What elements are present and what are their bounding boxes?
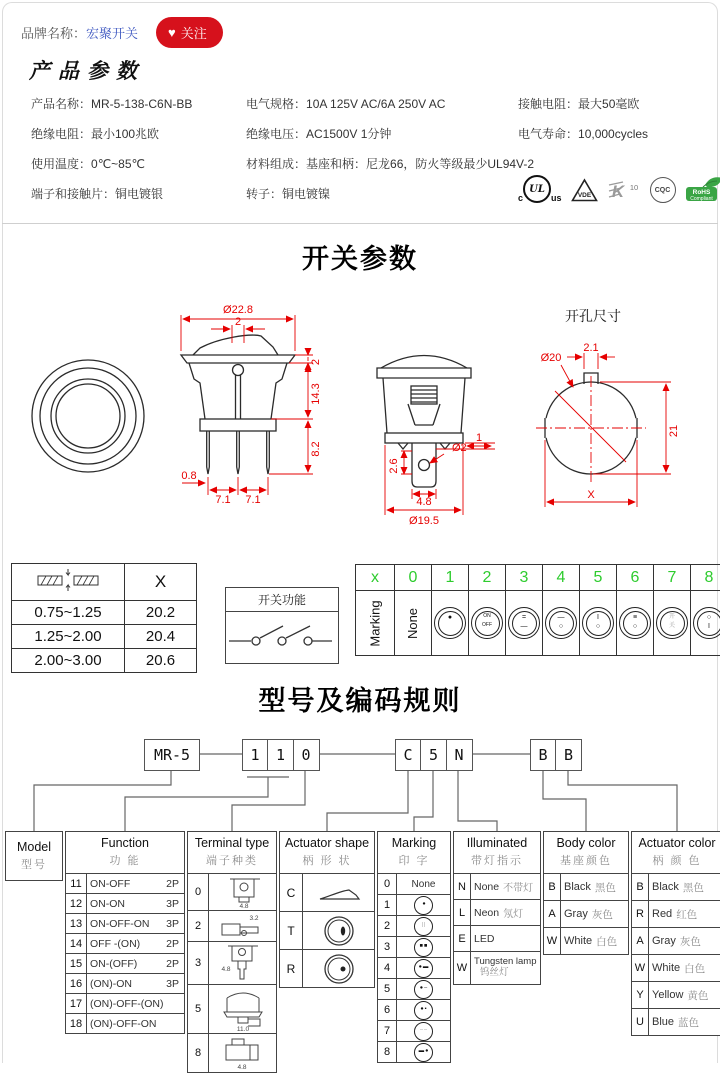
side-view-dimensions	[181, 315, 313, 495]
marking-glyph-5-icon: ● –	[414, 980, 433, 999]
marking-glyph-7-icon: – –	[414, 1022, 433, 1041]
terminal-row: 2 3.2	[188, 911, 276, 942]
svg-text:X: X	[587, 489, 595, 501]
actuator-color-row: A Gray 灰色	[632, 928, 720, 955]
svg-text:4.8: 4.8	[238, 903, 249, 909]
marking-glyph-8-icon: ▬ ●	[414, 1043, 433, 1062]
marking-glyph-2-icon: | |	[414, 917, 433, 936]
code-prefix-box: MR-5	[144, 739, 200, 771]
heart-icon: ♥	[168, 25, 176, 40]
marking-glyph-4-icon: ● ▬	[414, 959, 433, 978]
marking-col-4: 4 — ○	[542, 565, 579, 655]
panel-thickness-table	[11, 563, 197, 673]
terminal-drawing-0	[214, 875, 272, 909]
spec-insulation-resistance: 绝缘电阻：最小100兆欧	[31, 127, 160, 141]
function-row: 18 (ON)-OFF-ON	[66, 1014, 184, 1033]
function-row: 16 (ON)-ON 3P	[66, 974, 184, 994]
actuator-shape-t-icon	[322, 914, 356, 948]
svg-text:4.8: 4.8	[236, 1064, 247, 1071]
spec-operating-temp: 使用温度：0℃~85℃	[31, 157, 145, 171]
marking-code-row: 1 ●	[378, 895, 450, 916]
switch-params-title: 开关参数	[302, 244, 418, 274]
follow-button-label: 关注	[180, 26, 207, 41]
terminal-drawing-3	[214, 943, 272, 983]
function-table: Function 功 能 11 ON-OFF 2P 12 ON-ON 3P 13 ON-OFF-ON 3P 14 OFF -(ON) 2P 15 ON-(OFF) 2P 16 (ON)-ON 3P 17 (ON)-OFF-(ON) 18 (ON)-OFF-ON	[65, 831, 185, 1034]
svg-text:K: K	[611, 182, 624, 201]
terminal-type-table: Terminal type 端子种类 0 4.8 2 3.2 3 4.8 5 11.0 8 4.8	[187, 831, 277, 1073]
terminal-row: 0 4.8	[188, 874, 276, 911]
function-row: 17 (ON)-OFF-(ON)	[66, 994, 184, 1014]
vde-cert-icon	[571, 178, 598, 203]
brand-bar	[21, 17, 223, 48]
enec-cert-icon	[607, 179, 641, 203]
actuator-shape-row: R	[280, 950, 374, 987]
svg-text:2.1: 2.1	[583, 342, 599, 354]
marking-icon-7: 开 关	[656, 607, 688, 639]
x-table-row: 2.00~3.00 20.6	[12, 649, 197, 673]
svg-text:Compliant: Compliant	[689, 196, 713, 202]
marking-glyph-3-icon: ■ ■	[414, 938, 433, 957]
function-row: 15 ON-(OFF) 2P	[66, 954, 184, 974]
actuator-color-row: W White 白色	[632, 955, 720, 982]
function-row: 11 ON-OFF 2P	[66, 874, 184, 894]
spdt-circuit-icon	[226, 612, 335, 658]
terminal-drawing-8	[214, 1035, 272, 1071]
svg-text:11.0: 11.0	[236, 1026, 249, 1032]
ul-cert-icon: c UL us	[518, 175, 562, 203]
actuator-color-row: Y Yellow 黄色	[632, 982, 720, 1009]
illuminated-row: E LED	[454, 926, 540, 952]
marking-icon-6: ≡ ○	[619, 607, 651, 639]
front-view-drawing	[32, 360, 144, 472]
terminal-row: 3 4.8	[188, 942, 276, 985]
code-digit-group: 1 1 0	[243, 739, 320, 771]
marking-icon-2: ON OFF	[471, 607, 503, 639]
actuator-color-row: R Red 红色	[632, 901, 720, 928]
illuminated-table: Illuminated 带灯指示 N None 不带灯 L Neon 氖灯 E LED W Tungsten lamp 钨丝灯	[453, 831, 541, 985]
body-color-row: W White 白色	[544, 928, 628, 954]
marking-code-row: 6 ● ▪	[378, 1000, 450, 1021]
marking-col-6: 6 ≡ ○	[616, 565, 653, 655]
marking-col-3: 3 = —	[505, 565, 542, 655]
svg-text:2: 2	[310, 358, 322, 366]
switch-function-title: 开关功能	[226, 588, 338, 612]
actuator-shape-r-icon	[322, 952, 356, 986]
body-color-row: A Gray 灰色	[544, 901, 628, 928]
code-suffix-group: B B	[531, 739, 582, 771]
marking-icon-1: ●	[434, 607, 466, 639]
marking-code-row: 5 ● –	[378, 979, 450, 1000]
illuminated-row: L Neon 氖灯	[454, 900, 540, 926]
svg-text:RoHS: RoHS	[692, 189, 710, 196]
svg-text:2.6: 2.6	[388, 458, 400, 474]
illuminated-row: W Tungsten lamp 钨丝灯	[454, 952, 540, 984]
svg-text:0.8: 0.8	[181, 470, 197, 482]
svg-text:7.1: 7.1	[215, 494, 231, 506]
body-color-row: B Black 黑色	[544, 874, 628, 901]
code-legend-tables	[5, 831, 720, 1073]
marking-col-5: 5 I ○	[579, 565, 616, 655]
svg-text:Ø2: Ø2	[452, 442, 467, 454]
marking-glyph-6-icon: ● ▪	[414, 1001, 433, 1020]
x-column-header: X	[125, 564, 197, 601]
spec-grid	[31, 95, 713, 203]
svg-text:4.8: 4.8	[220, 966, 231, 973]
model-coding-title: 型号及编码规则	[258, 686, 462, 716]
model-table: Model 型号	[5, 831, 63, 881]
svg-text:Ø22.8: Ø22.8	[223, 304, 253, 316]
brand-name-link[interactable]: 宏聚开关	[86, 26, 139, 41]
side-view-drawing	[181, 335, 295, 474]
svg-text:14.3: 14.3	[310, 383, 322, 405]
marking-glyph-1-icon: ●	[414, 896, 433, 915]
marking-col-1: 1 ●	[431, 565, 468, 655]
code-mid-group: C 5 N	[396, 739, 473, 771]
model-code-diagram	[3, 729, 717, 833]
section-divider	[2, 223, 718, 224]
svg-text:10: 10	[629, 183, 638, 192]
x-table-row: 0.75~1.25 20.2	[12, 601, 197, 625]
svg-text:8.2: 8.2	[310, 441, 322, 457]
actuator-color-table: Actuator color 柄 颜 色 B Black 黑色 R Red 红色 A Gray 灰色 W White 白色 Y Yellow 黄色 U Blue 蓝色	[631, 831, 720, 1036]
spec-electrical-rating: 电气规格：10A 125V AC/6A 250V AC	[246, 97, 446, 111]
mid-tables-row	[3, 559, 717, 671]
svg-text:21: 21	[668, 424, 680, 438]
illuminated-row: N None 不带灯	[454, 874, 540, 900]
marking-icon-4: — ○	[545, 607, 577, 639]
actuator-color-row: B Black 黑色	[632, 874, 720, 901]
middle-view-dimensions	[385, 443, 495, 515]
svg-text:4.8: 4.8	[416, 496, 432, 508]
spec-electrical-life: 电气寿命：10,000cycles	[518, 127, 649, 141]
marking-code-row: 4 ● ▬	[378, 958, 450, 979]
terminal-row: 8 4.8	[188, 1034, 276, 1072]
certification-logos	[518, 175, 720, 203]
marking-code-table: Marking 印 字 0 None 1 ● 2 | | 3 ■ ■ 4 ● ▬ 5 ● – 6 ● ▪ 7 – – 8 ▬ ●	[377, 831, 451, 1063]
function-row: 14 OFF -(ON) 2P	[66, 934, 184, 954]
marking-col-8: 8 ○ I	[690, 565, 720, 655]
spec-insulation-voltage: 绝缘电压：AC1500V 1分钟	[246, 127, 392, 141]
hole-view-title: 开孔尺寸	[565, 308, 621, 324]
marking-col-7: 7 开 关	[653, 565, 690, 655]
actuator-color-row: U Blue 蓝色	[632, 1009, 720, 1035]
spec-product-name: 产品名称：MR-5-138-C6N-BB	[31, 97, 193, 111]
actuator-shape-row: C	[280, 874, 374, 912]
code-connector-lines	[3, 729, 717, 833]
marking-col-2: 2 ON OFF	[468, 565, 505, 655]
svg-text:2: 2	[234, 316, 242, 328]
follow-button[interactable]	[156, 17, 223, 48]
marking-icon-8: ○ I	[693, 607, 720, 639]
svg-text:7.1: 7.1	[245, 494, 261, 506]
marking-icon-5: I ○	[582, 607, 614, 639]
svg-text:Ø19.5: Ø19.5	[409, 515, 439, 527]
svg-text:1: 1	[475, 432, 483, 444]
x-table-row: 1.25~2.00 20.4	[12, 625, 197, 649]
spec-material: 材料组成：基座和柄：尼龙66，防火等级最少UL94V-2	[246, 157, 535, 171]
product-card	[2, 2, 718, 1071]
marking-code-row: 3 ■ ■	[378, 937, 450, 958]
terminal-drawing-2	[214, 912, 272, 940]
hole-view-dimensions	[536, 353, 671, 507]
terminal-drawing-5	[214, 986, 272, 1032]
function-row: 12 ON-ON 3P	[66, 894, 184, 914]
body-color-table: Body color 基座颜色 B Black 黑色 A Gray 灰色 W White 白色	[543, 831, 629, 955]
actuator-shape-table: Actuator shape 柄 形 状 C T R	[279, 831, 375, 988]
actuator-shape-row: T	[280, 912, 374, 950]
svg-text:VDE: VDE	[577, 192, 591, 199]
marking-code-row: 8 ▬ ●	[378, 1042, 450, 1062]
function-row: 13 ON-OFF-ON 3P	[66, 914, 184, 934]
brand-label: 品牌名称：	[21, 26, 87, 41]
marking-icon-3: = —	[508, 607, 540, 639]
technical-drawings	[3, 291, 717, 541]
product-params-title: 产品参数	[29, 58, 145, 83]
marking-options-strip	[355, 564, 720, 656]
svg-text:3.2: 3.2	[248, 915, 259, 922]
marking-code-row: 2 | |	[378, 916, 450, 937]
panel-section-icon	[32, 569, 104, 591]
terminal-row: 5 11.0	[188, 985, 276, 1034]
marking-code-row: 7 – –	[378, 1021, 450, 1042]
spec-contact-resistance: 接触电阻：最大50毫欧	[518, 97, 640, 111]
spec-terminal-plating: 端子和接触片：铜电镀银	[31, 187, 164, 201]
rohs-cert-icon	[685, 175, 720, 203]
cqc-cert-icon: CQC	[650, 177, 676, 203]
marking-code-row: 0 None	[378, 874, 450, 895]
marking-col-header: x Marking	[356, 565, 394, 655]
marking-col-0: 0 None	[394, 565, 431, 655]
switch-function-box	[225, 587, 339, 664]
spec-rotor-plating: 转子：铜电镀镍	[246, 187, 331, 201]
actuator-shape-c-icon	[316, 883, 362, 903]
svg-text:Ø20: Ø20	[540, 352, 562, 364]
